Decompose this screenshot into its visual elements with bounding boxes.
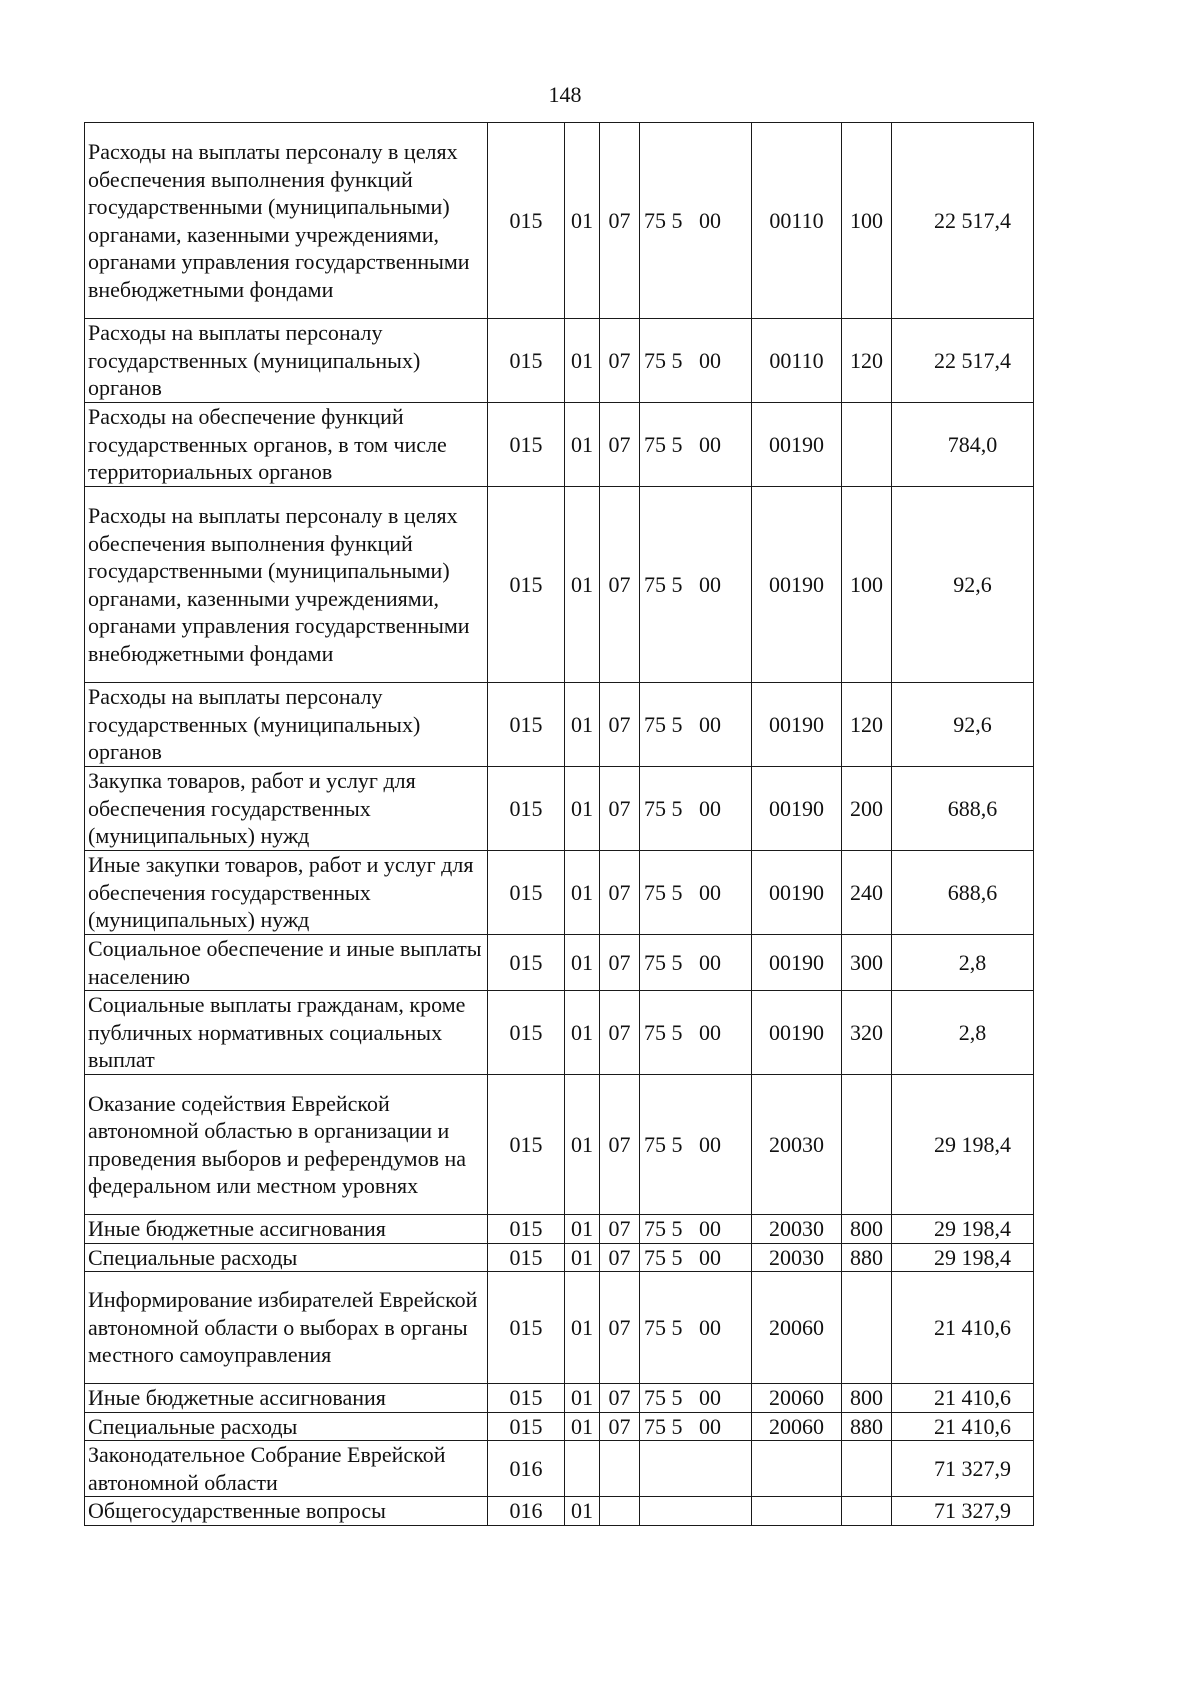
ministry-code: 015: [488, 1272, 565, 1384]
section-code: 01: [565, 1075, 600, 1215]
expense-code: 00190: [752, 767, 842, 851]
amount: 29 198,4: [892, 1215, 1034, 1244]
expense-type-code: 120: [842, 319, 892, 403]
ministry-code: 015: [488, 935, 565, 991]
row-name: Оказание содействия Еврейской автономной областью в организации и проведения выборов и референдумов на федеральном или местном уровнях: [85, 1075, 488, 1215]
section-code: [565, 1441, 600, 1497]
program-code: 75 5 00: [640, 1215, 752, 1244]
subsection-code: 07: [600, 123, 640, 319]
amount: 688,6: [892, 767, 1034, 851]
table-row: [85, 1441, 1034, 1497]
ministry-code: 016: [488, 1441, 565, 1497]
section-code: 01: [565, 1243, 600, 1272]
table-row: [85, 319, 1034, 403]
ministry-code: 015: [488, 123, 565, 319]
amount: 2,8: [892, 935, 1034, 991]
amount: 71 327,9: [892, 1441, 1034, 1497]
expense-type-code: 100: [842, 123, 892, 319]
expense-type-code: [842, 1075, 892, 1215]
program-code: 75 5 00: [640, 319, 752, 403]
program-code: 75 5 00: [640, 851, 752, 935]
expense-type-code: 320: [842, 991, 892, 1075]
program-code: 75 5 00: [640, 1272, 752, 1384]
expense-type-code: [842, 1441, 892, 1497]
ministry-code: 015: [488, 487, 565, 683]
row-name: Законодательное Собрание Еврейской автономной области: [85, 1441, 488, 1497]
section-code: 01: [565, 319, 600, 403]
expense-type-code: 300: [842, 935, 892, 991]
subsection-code: 07: [600, 1075, 640, 1215]
subsection-code: 07: [600, 319, 640, 403]
amount: 92,6: [892, 683, 1034, 767]
table-row: [85, 935, 1034, 991]
program-code: 75 5 00: [640, 403, 752, 487]
section-code: 01: [565, 935, 600, 991]
program-code: [640, 1497, 752, 1526]
expense-code: 00190: [752, 683, 842, 767]
expense-type-code: [842, 1272, 892, 1384]
section-code: 01: [565, 767, 600, 851]
expense-code: 20030: [752, 1075, 842, 1215]
ministry-code: 015: [488, 403, 565, 487]
section-code: 01: [565, 123, 600, 319]
page-number: 148: [548, 82, 582, 107]
program-code: 75 5 00: [640, 1384, 752, 1413]
subsection-code: 07: [600, 991, 640, 1075]
expense-code: 20030: [752, 1243, 842, 1272]
table-row: [85, 767, 1034, 851]
table-row: [85, 1497, 1034, 1526]
subsection-code: 07: [600, 851, 640, 935]
row-name: Социальное обеспечение и иные выплаты населению: [85, 935, 488, 991]
row-name: Расходы на выплаты персоналу государственных (муниципальных) органов: [85, 683, 488, 767]
expense-code: [752, 1441, 842, 1497]
row-name: Иные бюджетные ассигнования: [85, 1384, 488, 1413]
ministry-code: 015: [488, 851, 565, 935]
subsection-code: [600, 1441, 640, 1497]
section-code: 01: [565, 1412, 600, 1441]
amount: 22 517,4: [892, 123, 1034, 319]
expense-type-code: 800: [842, 1215, 892, 1244]
expense-type-code: [842, 403, 892, 487]
expense-type-code: 880: [842, 1243, 892, 1272]
table-row: [85, 487, 1034, 683]
amount: 2,8: [892, 991, 1034, 1075]
table-body: [85, 123, 1034, 1526]
table-row: [85, 683, 1034, 767]
amount: 22 517,4: [892, 319, 1034, 403]
table-row: [85, 1215, 1034, 1244]
row-name: Социальные выплаты гражданам, кроме публичных нормативных социальных выплат: [85, 991, 488, 1075]
ministry-code: 015: [488, 1075, 565, 1215]
subsection-code: 07: [600, 1215, 640, 1244]
amount: 21 410,6: [892, 1384, 1034, 1413]
expense-type-code: 240: [842, 851, 892, 935]
table-row: [85, 403, 1034, 487]
section-code: 01: [565, 1215, 600, 1244]
section-code: 01: [565, 1497, 600, 1526]
row-name: Расходы на обеспечение функций государственных органов, в том числе территориальных органов: [85, 403, 488, 487]
program-code: [640, 1441, 752, 1497]
expense-type-code: [842, 1497, 892, 1526]
expense-type-code: 100: [842, 487, 892, 683]
section-code: 01: [565, 1272, 600, 1384]
section-code: 01: [565, 487, 600, 683]
program-code: 75 5 00: [640, 1075, 752, 1215]
expense-code: 00110: [752, 123, 842, 319]
expense-code: 20060: [752, 1412, 842, 1441]
table-row: [85, 1243, 1034, 1272]
section-code: 01: [565, 991, 600, 1075]
amount: 784,0: [892, 403, 1034, 487]
ministry-code: 016: [488, 1497, 565, 1526]
row-name: Специальные расходы: [85, 1243, 488, 1272]
expense-code: 20030: [752, 1215, 842, 1244]
subsection-code: 07: [600, 487, 640, 683]
program-code: 75 5 00: [640, 935, 752, 991]
section-code: 01: [565, 1384, 600, 1413]
subsection-code: 07: [600, 683, 640, 767]
row-name: Закупка товаров, работ и услуг для обеспечения государственных (муниципальных) нужд: [85, 767, 488, 851]
expense-code: 00110: [752, 319, 842, 403]
expense-code: 00190: [752, 403, 842, 487]
ministry-code: 015: [488, 1384, 565, 1413]
amount: 92,6: [892, 487, 1034, 683]
table-row: [85, 1412, 1034, 1441]
row-name: Иные бюджетные ассигнования: [85, 1215, 488, 1244]
expense-code: 00190: [752, 487, 842, 683]
expense-code: [752, 1497, 842, 1526]
subsection-code: 07: [600, 1243, 640, 1272]
subsection-code: 07: [600, 1272, 640, 1384]
row-name: Расходы на выплаты персоналу в целях обеспечения выполнения функций государственными (муниципальными) органами, казенными учреждениями, органами управления государственными внебюджетными фондами: [85, 123, 488, 319]
program-code: 75 5 00: [640, 767, 752, 851]
section-code: 01: [565, 683, 600, 767]
subsection-code: 07: [600, 1412, 640, 1441]
row-name: Иные закупки товаров, работ и услуг для обеспечения государственных (муниципальных) нужд: [85, 851, 488, 935]
section-code: 01: [565, 403, 600, 487]
subsection-code: 07: [600, 935, 640, 991]
amount: 29 198,4: [892, 1075, 1034, 1215]
expense-code: 00190: [752, 935, 842, 991]
ministry-code: 015: [488, 767, 565, 851]
program-code: 75 5 00: [640, 991, 752, 1075]
ministry-code: 015: [488, 1215, 565, 1244]
ministry-code: 015: [488, 1412, 565, 1441]
table-row: [85, 991, 1034, 1075]
subsection-code: 07: [600, 403, 640, 487]
subsection-code: [600, 1497, 640, 1526]
amount: 688,6: [892, 851, 1034, 935]
program-code: 75 5 00: [640, 487, 752, 683]
table-row: [85, 1272, 1034, 1384]
expense-type-code: 120: [842, 683, 892, 767]
program-code: 75 5 00: [640, 123, 752, 319]
row-name: Расходы на выплаты персоналу в целях обеспечения выполнения функций государственными (муниципальными) органами, казенными учреждениями, органами управления государственными внебюджетными фондами: [85, 487, 488, 683]
expense-type-code: 800: [842, 1384, 892, 1413]
budget-table: [84, 122, 1034, 1526]
ministry-code: 015: [488, 1243, 565, 1272]
program-code: 75 5 00: [640, 683, 752, 767]
program-code: 75 5 00: [640, 1412, 752, 1441]
section-code: 01: [565, 851, 600, 935]
amount: 29 198,4: [892, 1243, 1034, 1272]
ministry-code: 015: [488, 991, 565, 1075]
table-row: [85, 1384, 1034, 1413]
amount: 21 410,6: [892, 1272, 1034, 1384]
amount: 21 410,6: [892, 1412, 1034, 1441]
expense-type-code: 880: [842, 1412, 892, 1441]
row-name: Информирование избирателей Еврейской автономной области о выборах в органы местного самоуправления: [85, 1272, 488, 1384]
ministry-code: 015: [488, 319, 565, 403]
expense-code: 00190: [752, 991, 842, 1075]
ministry-code: 015: [488, 683, 565, 767]
amount: 71 327,9: [892, 1497, 1034, 1526]
subsection-code: 07: [600, 1384, 640, 1413]
program-code: 75 5 00: [640, 1243, 752, 1272]
expense-code: 20060: [752, 1272, 842, 1384]
table-row: [85, 851, 1034, 935]
expense-code: 00190: [752, 851, 842, 935]
table-row: [85, 1075, 1034, 1215]
expense-type-code: 200: [842, 767, 892, 851]
table-row: [85, 123, 1034, 319]
row-name: Специальные расходы: [85, 1412, 488, 1441]
subsection-code: 07: [600, 767, 640, 851]
expense-code: 20060: [752, 1384, 842, 1413]
row-name: Расходы на выплаты персоналу государственных (муниципальных) органов: [85, 319, 488, 403]
row-name: Общегосударственные вопросы: [85, 1497, 488, 1526]
